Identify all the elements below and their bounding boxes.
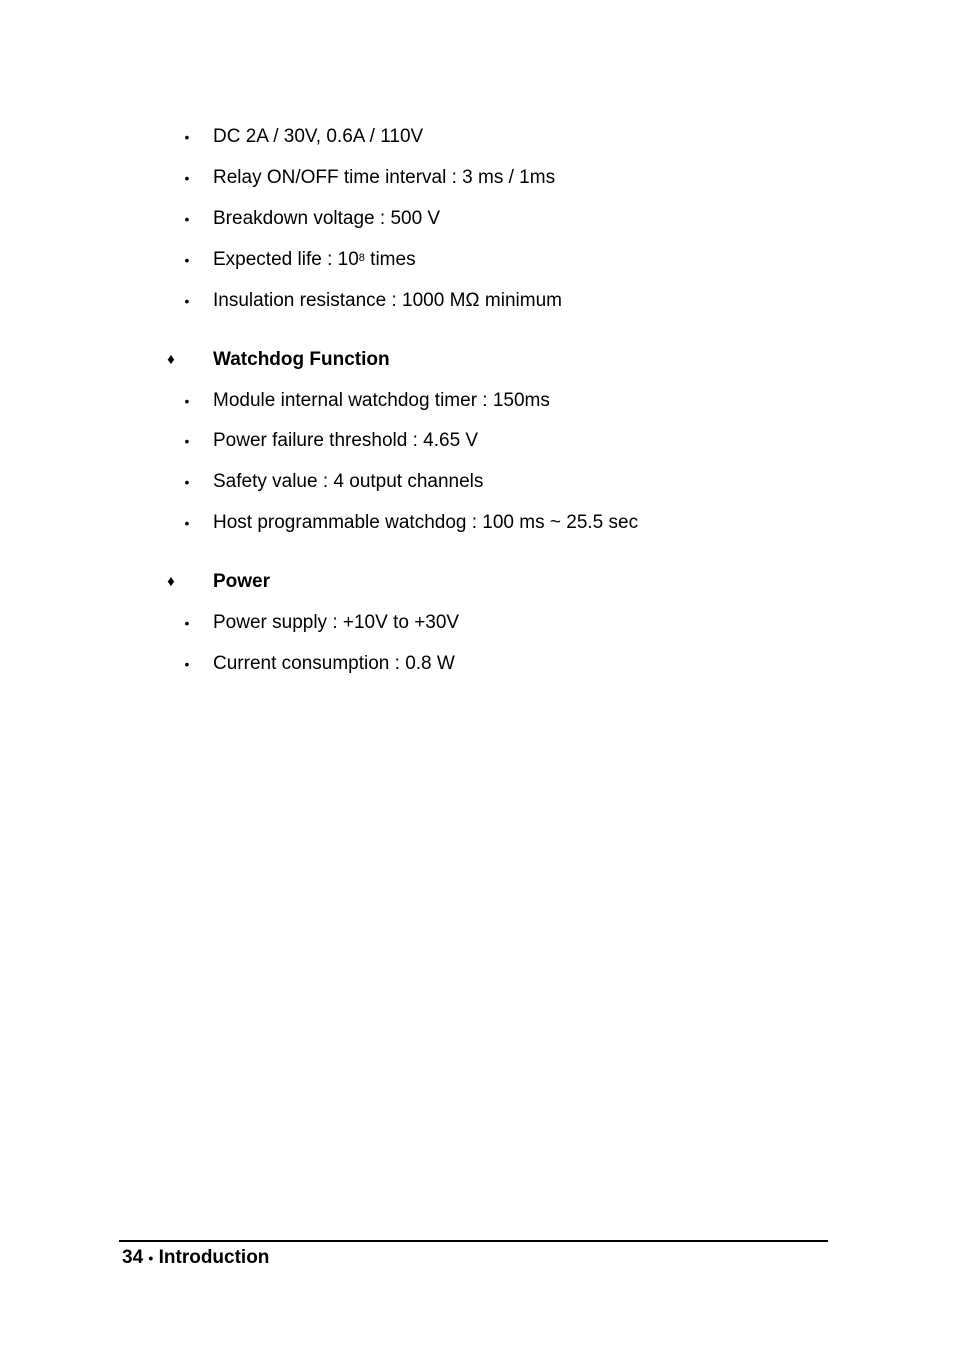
bullet-icon: • [184,170,190,186]
list-item-text [213,247,416,273]
diamond-bullet-icon: ♦ [167,573,175,590]
bullet-icon: • [184,393,190,409]
list-item-text: Power failure threshold : 4.65 V [213,430,479,451]
bullet-icon: • [184,433,190,449]
bullet-icon: • [184,515,190,531]
list-item-text: Host programmable watchdog : 100 ms ~ 25.5 sec [213,512,639,533]
bullet-icon: • [184,656,190,672]
bullet-icon: • [184,252,190,268]
section-heading-text: Watchdog Function [213,349,390,370]
page-number: 34 [122,1247,144,1268]
diamond-bullet-icon: ♦ [167,351,175,368]
footer-divider [119,1240,828,1242]
bullet-icon: • [184,474,190,490]
list-item-text: Module internal watchdog timer : 150ms [213,390,550,411]
list-item-text: Relay ON/OFF time interval : 3 ms / 1ms [213,167,556,188]
list-item-text: Power supply : +10V to +30V [213,612,460,633]
list-item-text: Insulation resistance : 1000 MΩ minimum [213,290,562,311]
list-item-text: Current consumption : 0.8 W [213,653,455,674]
section-heading-text: Power [213,571,271,592]
expected-life-exponent: 8 [358,252,365,264]
list-item-text: DC 2A / 30V, 0.6A / 110V [213,126,424,147]
footer-bullet-icon: • [148,1250,154,1266]
bullet-icon: • [184,615,190,631]
page-footer [122,1245,269,1271]
bullet-icon: • [184,293,190,309]
list-item-text: Safety value : 4 output channels [213,471,484,492]
list-item-text: Breakdown voltage : 500 V [213,208,441,229]
footer-section-title: Introduction [158,1247,270,1268]
expected-life-suffix: times [364,249,416,270]
expected-life-prefix: Expected life : 10 [213,249,359,270]
bullet-icon: • [184,211,190,227]
bullet-icon: • [184,129,190,145]
